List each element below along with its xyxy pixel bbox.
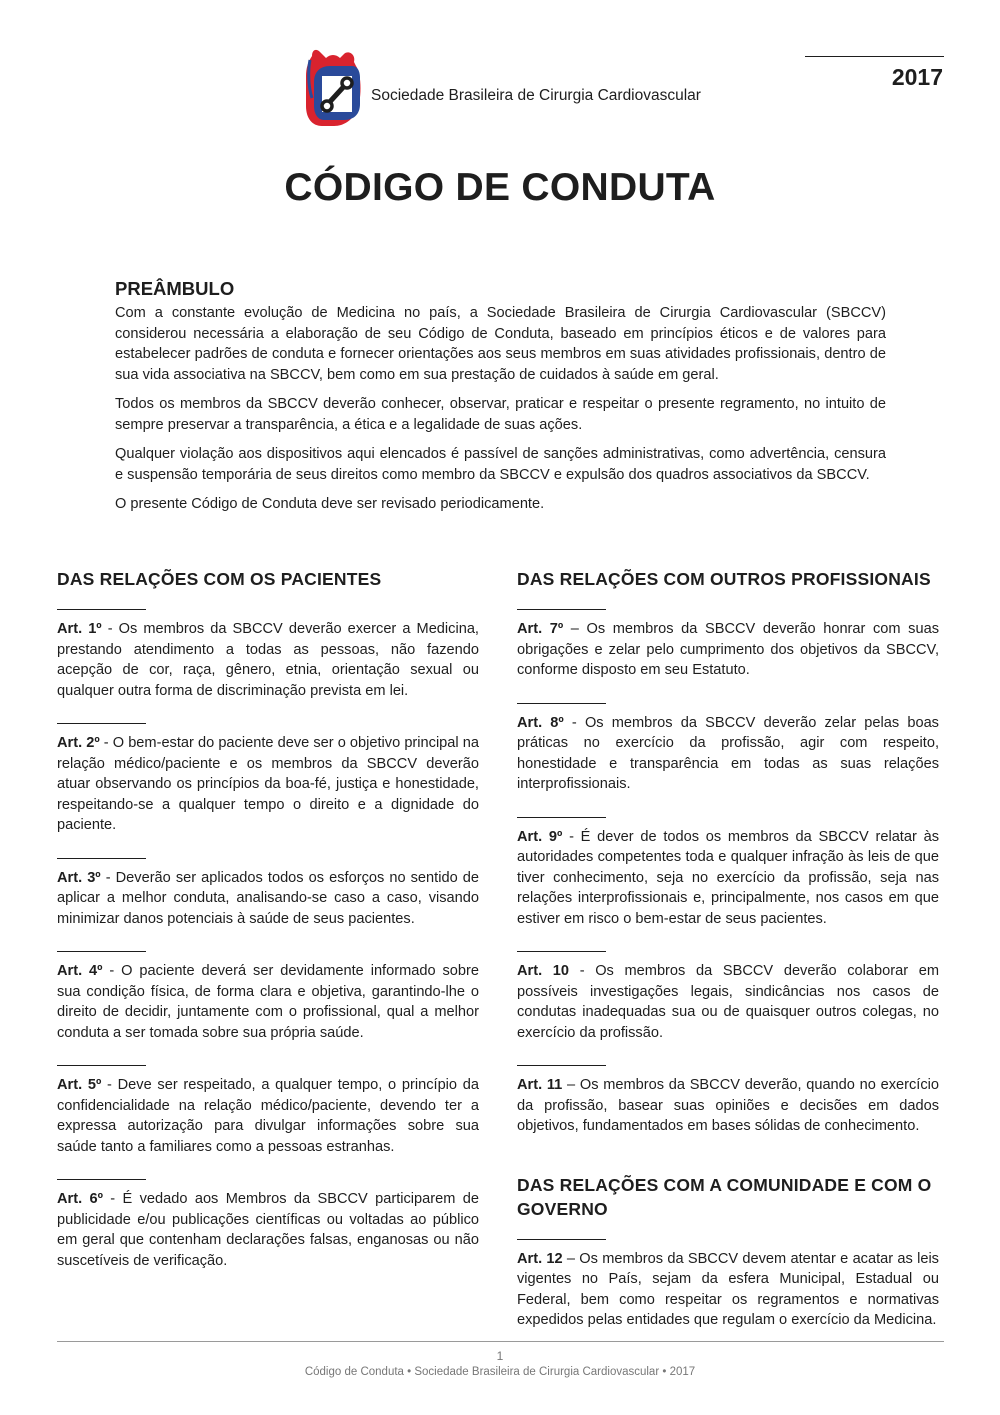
article-text: - É vedado aos Membros da SBCCV participarem de publicidade e/ou publicações científicas ou voltadas ao público em geral que contenham declarações falsas, enganosas ou não suscetíveis de verificação. — [57, 1191, 479, 1269]
article-9 — [517, 817, 939, 930]
article-text: - Deve ser respeitado, a qualquer tempo, o princípio da confidencialidade na relação médico/paciente, devendo ter a expressa autorização para divulgar informações sobre sua saúde tanto a familiares como a pessoas estranhas. — [57, 1077, 479, 1155]
preamble-paragraph: Com a constante evolução de Medicina no país, a Sociedade Brasileira de Cirurgia Cardiovascular (SBCCV) considerou necessária a elaboração de seu Código de Conduta, baseado em princípios éticos e de valores para estabelecer padrões de conduta e fornecer orientações aos seus membros em suas atividades profissionais, dentro de sua vida associativa na SBCCV, bem como em sua prestação de cuidados à saúde em geral. — [115, 305, 886, 383]
article-label: Art. 9º — [517, 828, 563, 845]
article-1 — [57, 609, 479, 701]
document-title: CÓDIGO DE CONDUTA — [284, 166, 716, 209]
page-number: 1 — [496, 1349, 504, 1363]
article-12 — [517, 1239, 939, 1331]
article-label: Art. 2º — [57, 735, 100, 751]
preamble-paragraph: Qualquer violação aos dispositivos aqui elencados é passível de sanções administrativas, como advertência, censura e suspensão temporária de seus direitos como membro da SBCCV e expulsão dos quadros associativos da SBCCV. — [115, 446, 886, 483]
footer-rule — [57, 1341, 944, 1342]
organization-name: Sociedade Brasileira de Cirurgia Cardiovascular — [371, 87, 701, 104]
patients-relations-column — [57, 567, 479, 1293]
article-text: - Deverão ser aplicados todos os esforços no sentido de aplicar a melhor conduta, analisando-se caso a caso, visando minimizar danos potenciais à saúde de seus pacientes. — [57, 869, 479, 927]
article-text: - É dever de todos os membros da SBCCV relatar às autoridades competentes toda e qualquer infração às leis de que tiver conhecimento, seja no exercício da profissão, seja nas relações interprofissionais e, principalmente, nos casos em que estiver em risco o bem-estar de seus pacientes. — [517, 828, 939, 927]
article-label: Art. 5º — [57, 1077, 102, 1093]
preamble-paragraph: O presente Código de Conduta deve ser revisado periodicamente. — [115, 496, 545, 512]
article-4 — [57, 951, 479, 1043]
article-rule — [517, 1065, 606, 1066]
article-rule — [57, 1179, 146, 1180]
preamble-heading: PREÂMBULO — [115, 278, 235, 299]
section-heading-patients: DAS RELAÇÕES COM OS PACIENTES — [57, 569, 382, 589]
article-rule — [57, 723, 146, 724]
article-label: Art. 1º — [57, 621, 102, 637]
section-heading-professionals: DAS RELAÇÕES COM OUTROS PROFISSIONAIS — [517, 569, 931, 589]
article-label: Art. 12 — [517, 1250, 563, 1267]
article-label: Art. 4º — [57, 963, 103, 979]
article-11 — [517, 1065, 939, 1137]
article-text: - O paciente deverá ser devidamente informado sobre sua condição física, de forma clara e objetiva, garantindo-lhe o direito de decidir, juntamente com o profissional, qual a melhor conduta a ser tomada sobre sua própria saúde. — [57, 963, 480, 1041]
sbccv-heart-logo-icon — [300, 46, 366, 130]
article-text: – Os membros da SBCCV devem atentar e acatar as leis vigentes no País, sejam da esfera Municipal, Estadual ou Federal, bem como respeitar os regramentos e normativas expedidos pelas entidades que regulam o exercício da Medicina. — [517, 1250, 939, 1328]
article-rule — [517, 703, 606, 704]
article-2 — [57, 723, 479, 836]
article-label: Art. 3º — [57, 869, 101, 886]
article-rule — [517, 1239, 606, 1240]
article-text: - O bem-estar do paciente deve ser o objetivo principal na relação médico/paciente e os membros da SBCCV deverão atuar observando os princípios da boa-fé, justiça e honestidade, respeitando-se a qualquer tempo o direito e a dignidade do paciente. — [57, 735, 479, 833]
article-rule — [57, 1065, 146, 1066]
article-label: Art. 11 — [517, 1077, 563, 1093]
article-text: - Os membros da SBCCV deverão colaborar em possíveis investigações legais, sindicâncias nos casos de condutas inadequadas sua ou de quaisquer outros colegas, no exercício da profissão. — [517, 963, 939, 1041]
professionals-relations-column — [517, 567, 939, 1353]
section-heading-community: DAS RELAÇÕES COM A COMUNIDADE E COM O GOVERNO — [517, 1174, 932, 1219]
article-rule — [517, 817, 606, 818]
article-10 — [517, 951, 939, 1043]
article-rule — [57, 858, 146, 859]
preamble-section — [115, 278, 886, 524]
article-3 — [57, 858, 479, 930]
article-rule — [517, 609, 606, 610]
article-8 — [517, 703, 939, 795]
article-6 — [57, 1179, 479, 1271]
document-year: 2017 — [891, 64, 943, 90]
preamble-paragraph: Todos os membros da SBCCV deverão conhecer, observar, praticar e respeitar o presente regramento, no intuito de sempre preservar a transparência, a ética e a legalidade de suas ações. — [115, 396, 886, 433]
footer-text: Código de Conduta • Sociedade Brasileira de Cirurgia Cardiovascular • 2017 — [304, 1366, 696, 1378]
article-label: Art. 6º — [57, 1191, 103, 1207]
year-rule — [805, 56, 944, 57]
article-rule — [57, 609, 146, 610]
article-text: - Os membros da SBCCV deverão exercer a Medicina, prestando atendimento a todas as pessoas, não fazendo acepção de cor, raça, gênero, etnia, orientação sexual ou qualquer outra forma de discriminação prevista em lei. — [57, 621, 479, 699]
article-text: – Os membros da SBCCV deverão, quando no exercício da profissão, basear suas opiniões e decisões em dados objetivos, fundamentados em bases sólidas de conhecimento. — [517, 1077, 939, 1134]
article-text: – Os membros da SBCCV deverão honrar com suas obrigações e zelar pelo cumprimento dos objetivos da SBCCV, conforme disposto em seu Estatuto. — [517, 621, 939, 678]
article-5 — [57, 1065, 479, 1157]
article-text: - Os membros da SBCCV deverão zelar pelas boas práticas no exercício da profissão, agir com respeito, honestidade e transparência em todas as suas relações interprofissionais. — [517, 714, 939, 792]
article-label: Art. 7º — [517, 621, 564, 637]
article-label: Art. 10 — [517, 963, 570, 979]
article-rule — [517, 951, 606, 952]
article-rule — [57, 951, 146, 952]
article-label: Art. 8º — [517, 714, 564, 731]
article-7 — [517, 609, 939, 681]
